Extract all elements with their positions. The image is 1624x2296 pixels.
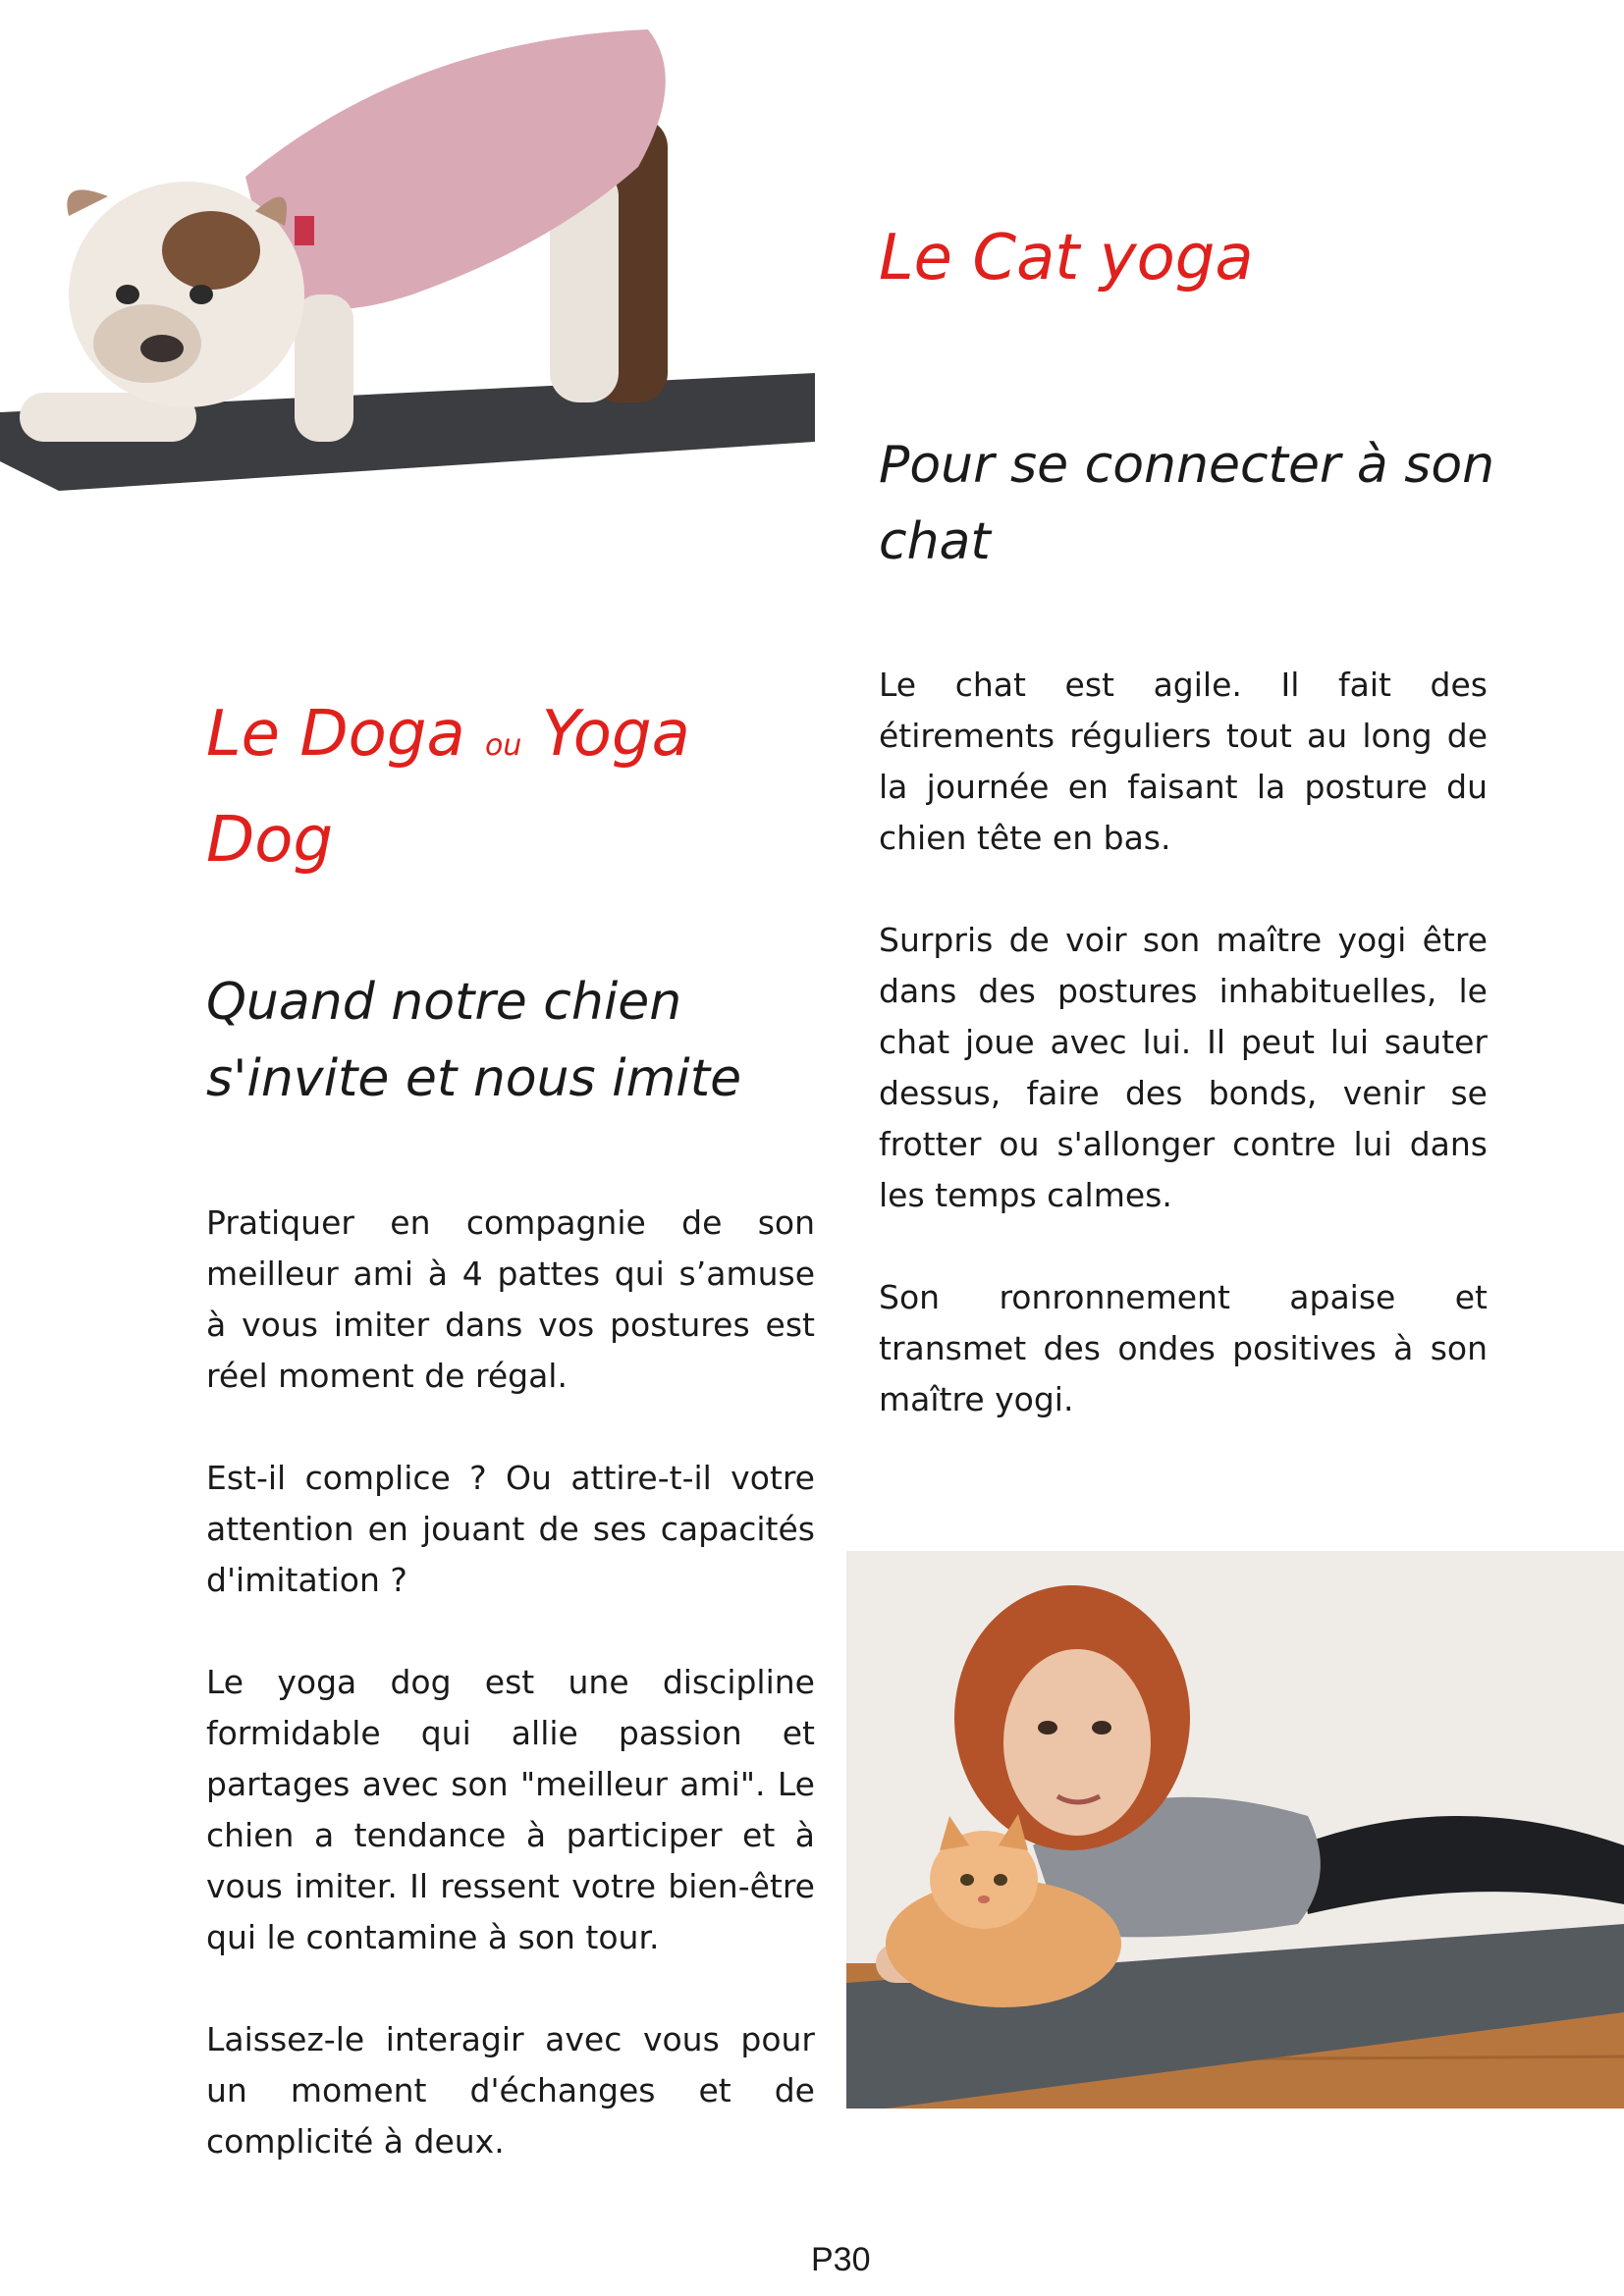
dog-paragraph-4: Laissez-le interagir avec vous pour un moment d'échanges et de complicité à deux. [206,2020,815,2161]
doga-body [206,1198,815,2218]
cat-yoga-subtitle: Pour se connecter à son chat [879,436,1495,571]
dog-paragraph-2: Est-il complice ? Ou attire-t-il votre attention en jouant de ses capacités d'imitation ? [206,1459,815,1599]
dog-paragraph-3: Le yoga dog est une discipline formidable qui allie passion et partages avec son "meilleur ami". Le chien a tendance à participer et à vous imiter. Il ressent votre bien-être qui le contamine à son tour. [206,1663,815,1956]
woman-cat-yoga-photo [846,1551,1624,2109]
cat-paragraph-2: Surpris de voir son maître yogi être dans des postures inhabituelles, le chat joue avec lui. Il peut lui sauter dessus, faire des bonds, venir se frotter ou s'allonger contre lui dans les temps calmes. [879,921,1488,1214]
doga-title-part2: Yoga Dog [206,698,690,877]
doga-title-connector: ou [485,728,522,763]
doga-title-part1: Le Doga [206,698,465,771]
dog-paragraph-1: Pratiquer en compagnie de son meilleur ami à 4 pattes qui s’amuse à vous imiter dans vos postures est réel moment de régal. [206,1203,815,1395]
cat-yoga-body [879,660,1488,1476]
cat-paragraph-3: Son ronronnement apaise et transmet des ondes positives à son maître yogi. [879,1278,1488,1418]
page-number: P30 [811,2241,871,2278]
bulldog-yoga-photo [0,0,815,520]
cat-yoga-title: Le Cat yoga [879,222,1254,294]
doga-subtitle: Quand notre chien s'invite et nous imite [206,973,742,1108]
doga-title [206,687,756,887]
cat-paragraph-1: Le chat est agile. Il fait des étirements réguliers tout au long de la journée en faisant la posture du chien tête en bas. [879,666,1488,857]
